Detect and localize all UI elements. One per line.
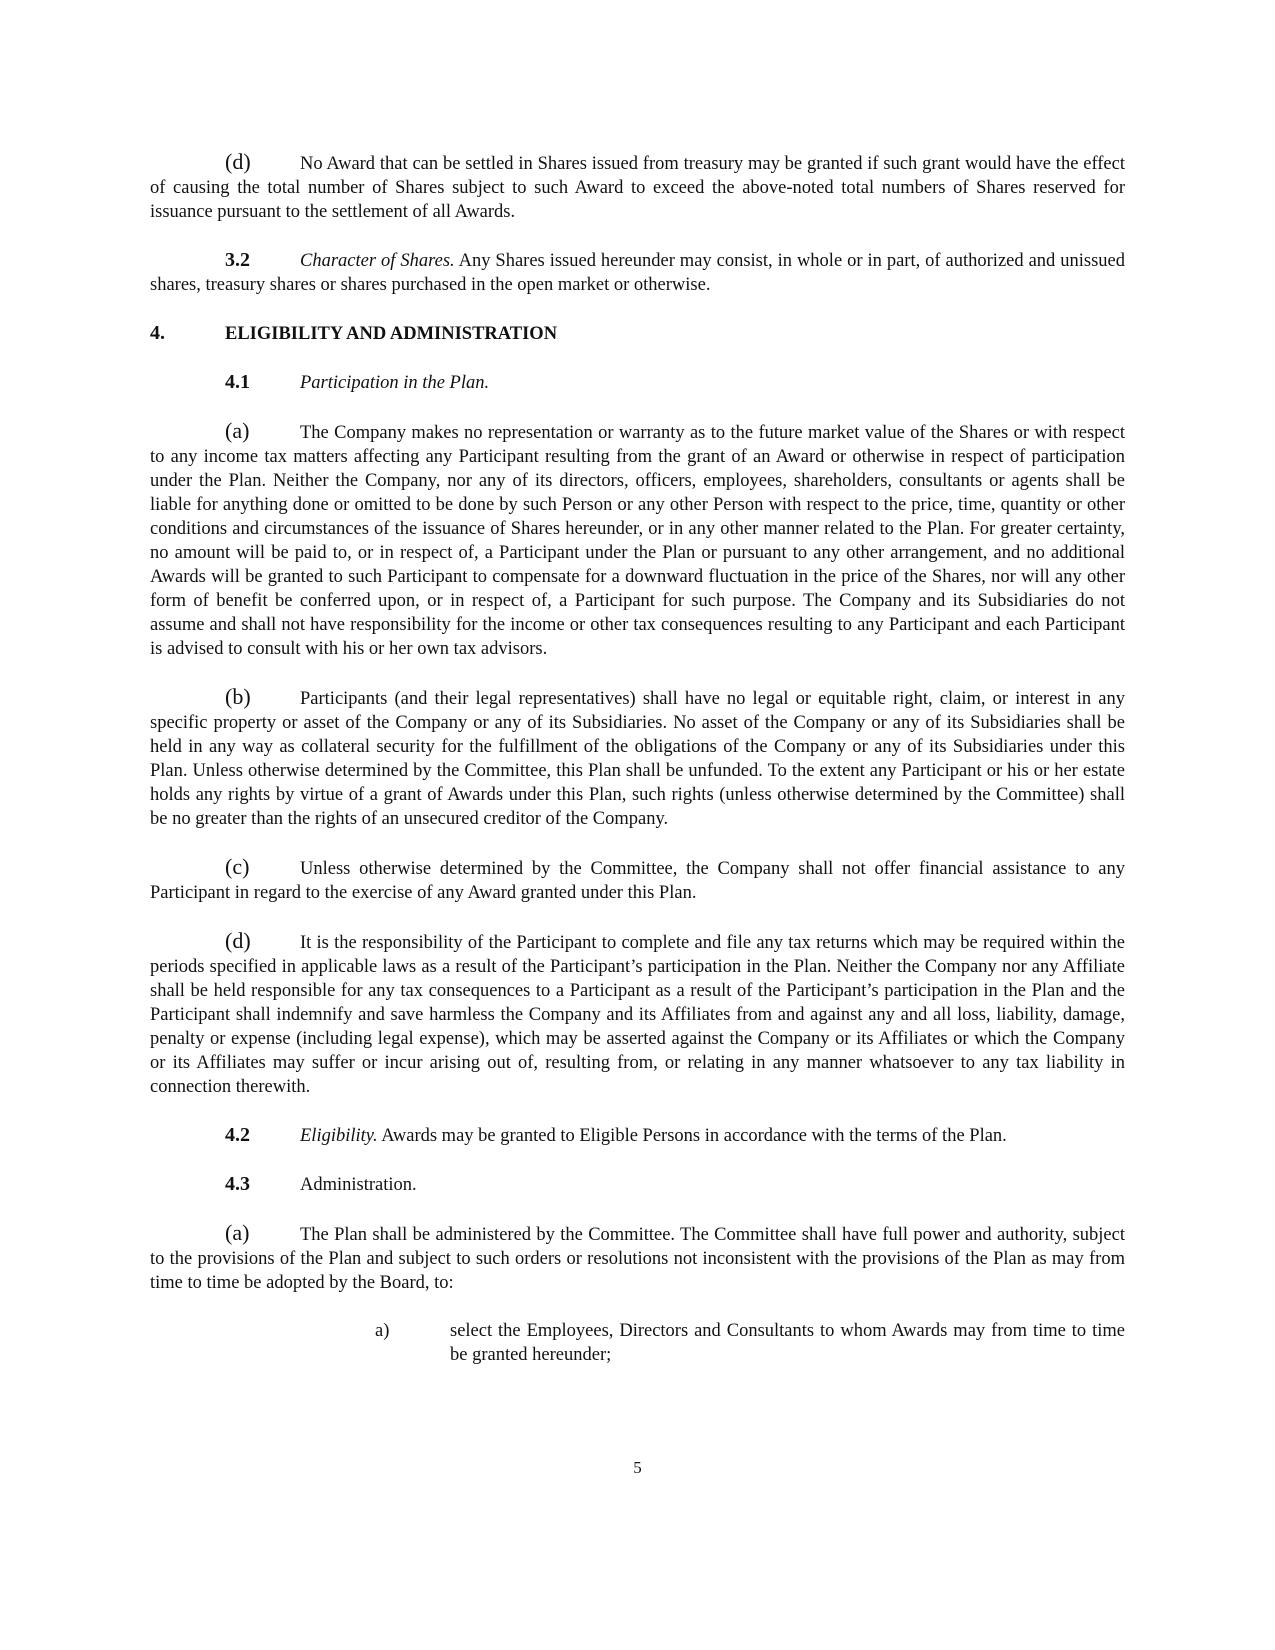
paragraph-label: (a) (225, 1220, 250, 1245)
section-4-3-heading (225, 1172, 1125, 1197)
paragraph-4-1-c (150, 855, 1125, 905)
paragraph-text: The Plan shall be administered by the Committee. The Committee shall have full power and authority, subject to the provisions of the Plan and subject to such orders or resolutions not inconsistent with the provisions of the Plan as may from time to time be adopted by the Board, to: (150, 1225, 1125, 1293)
paragraph-4-1-b (150, 685, 1125, 831)
section-number: 4.2 (225, 1124, 250, 1146)
paragraph-4-1-d (150, 929, 1125, 1099)
document-page (150, 150, 1125, 1367)
paragraph-label: (a) (225, 418, 250, 443)
section-4-heading (150, 321, 1125, 346)
paragraph-4-3-a (150, 1221, 1125, 1295)
section-4-2 (225, 1123, 1125, 1148)
section-title: ELIGIBILITY AND ADMINISTRATION (225, 324, 558, 344)
section-number: 4.3 (225, 1173, 250, 1195)
section-number: 4. (150, 322, 165, 344)
list-item-text: select the Employees, Directors and Consultants to whom Awards may from time to time be granted hereunder; (450, 1321, 1125, 1365)
section-title: Character of Shares. (300, 251, 455, 271)
paragraph-4-1-a (150, 419, 1125, 661)
paragraph-text: The Company makes no representation or warranty as to the future market value of the Shares or with respect to any income tax matters affecting any Participant resulting from the grant of an Award or otherwise in respect of participation under the Plan. Neither the Company, nor any of its directors, officers, employees, shareholders, consultants or agents shall be liable for anything done or omitted to be done by such Person or any other Person with respect to the price, time, quantity or other conditions and circumstances of the issuance of Shares hereunder, or in any other manner related to the Plan. For greater certainty, no amount will be paid to, or in respect of, a Participant under the Plan or pursuant to any other arrangement, and no additional Awards will be granted to such Participant to compensate for a downward fluctuation in the price of the Shares, nor will any other form of benefit be conferred upon, or in respect of, a Participant for such purpose. The Company and its Subsidiaries do not assume and shall not have responsibility for the income or other tax consequences resulting to any Participant and each Participant is advised to consult with his or her own tax advisors. (150, 423, 1125, 659)
paragraph-3-1-d (150, 150, 1125, 224)
paragraph-text: It is the responsibility of the Participant to complete and file any tax returns which may be required within the periods specified in applicable laws as a result of the Participant’s participation in the Plan. Neither the Company nor any Affiliate shall be held responsible for any tax consequences to a Participant as a result of the Participant’s participation in the Plan and the Participant shall indemnify and save harmless the Company and its Affiliates from and against any and all loss, liability, damage, penalty or expense (including legal expense), which may be asserted against the Company or its Affiliates or which the Company or its Affiliates may suffer or incur arising out of, resulting from, or relating in any manner whatsoever to any tax liability in connection therewith. (150, 933, 1125, 1097)
section-number: 3.2 (225, 249, 250, 271)
section-text: Any Shares issued hereunder may consist, in whole or in part, of authorized and unissued shares, treasury shares or shares purchased in the open market or otherwise. (150, 251, 1125, 295)
paragraph-label: (d) (225, 149, 251, 174)
paragraph-label: (c) (225, 854, 250, 879)
paragraph-text: Participants (and their legal representatives) shall have no legal or equitable right, claim, or interest in any specific property or asset of the Company or any of its Subsidiaries. No asset of the Company or any of its Subsidiaries shall be held in any way as collateral security for the fulfillment of the obligations of the Company or any of its Subsidiaries under this Plan. Unless otherwise determined by the Committee, this Plan shall be unfunded. To the extent any Participant or his or her estate holds any rights by virtue of a grant of Awards under this Plan, such rights (unless otherwise determined by the Committee) shall be no greater than the rights of an unsecured creditor of the Company. (150, 689, 1125, 829)
paragraph-text: No Award that can be settled in Shares issued from treasury may be granted if such grant would have the effect of causing the total number of Shares subject to such Award to exceed the above-noted total numbers of Shares reserved for issuance pursuant to the settlement of all Awards. (150, 154, 1125, 222)
section-title: Eligibility. (300, 1126, 378, 1146)
paragraph-label: (d) (225, 928, 251, 953)
section-3-2 (150, 248, 1125, 297)
section-title: Participation in the Plan. (300, 373, 490, 393)
section-text: Awards may be granted to Eligible Persons in accordance with the terms of the Plan. (377, 1126, 1007, 1146)
section-title: Administration. (300, 1175, 417, 1195)
section-4-1-heading (225, 370, 1125, 395)
section-number: 4.1 (225, 371, 250, 393)
list-item-label: a) (375, 1321, 390, 1341)
page-number: 5 (633, 1458, 642, 1477)
paragraph-label: (b) (225, 684, 251, 709)
list-item-a (375, 1319, 1125, 1367)
paragraph-text: Unless otherwise determined by the Committee, the Company shall not offer financial assistance to any Participant in regard to the exercise of any Award granted under this Plan. (150, 859, 1125, 903)
